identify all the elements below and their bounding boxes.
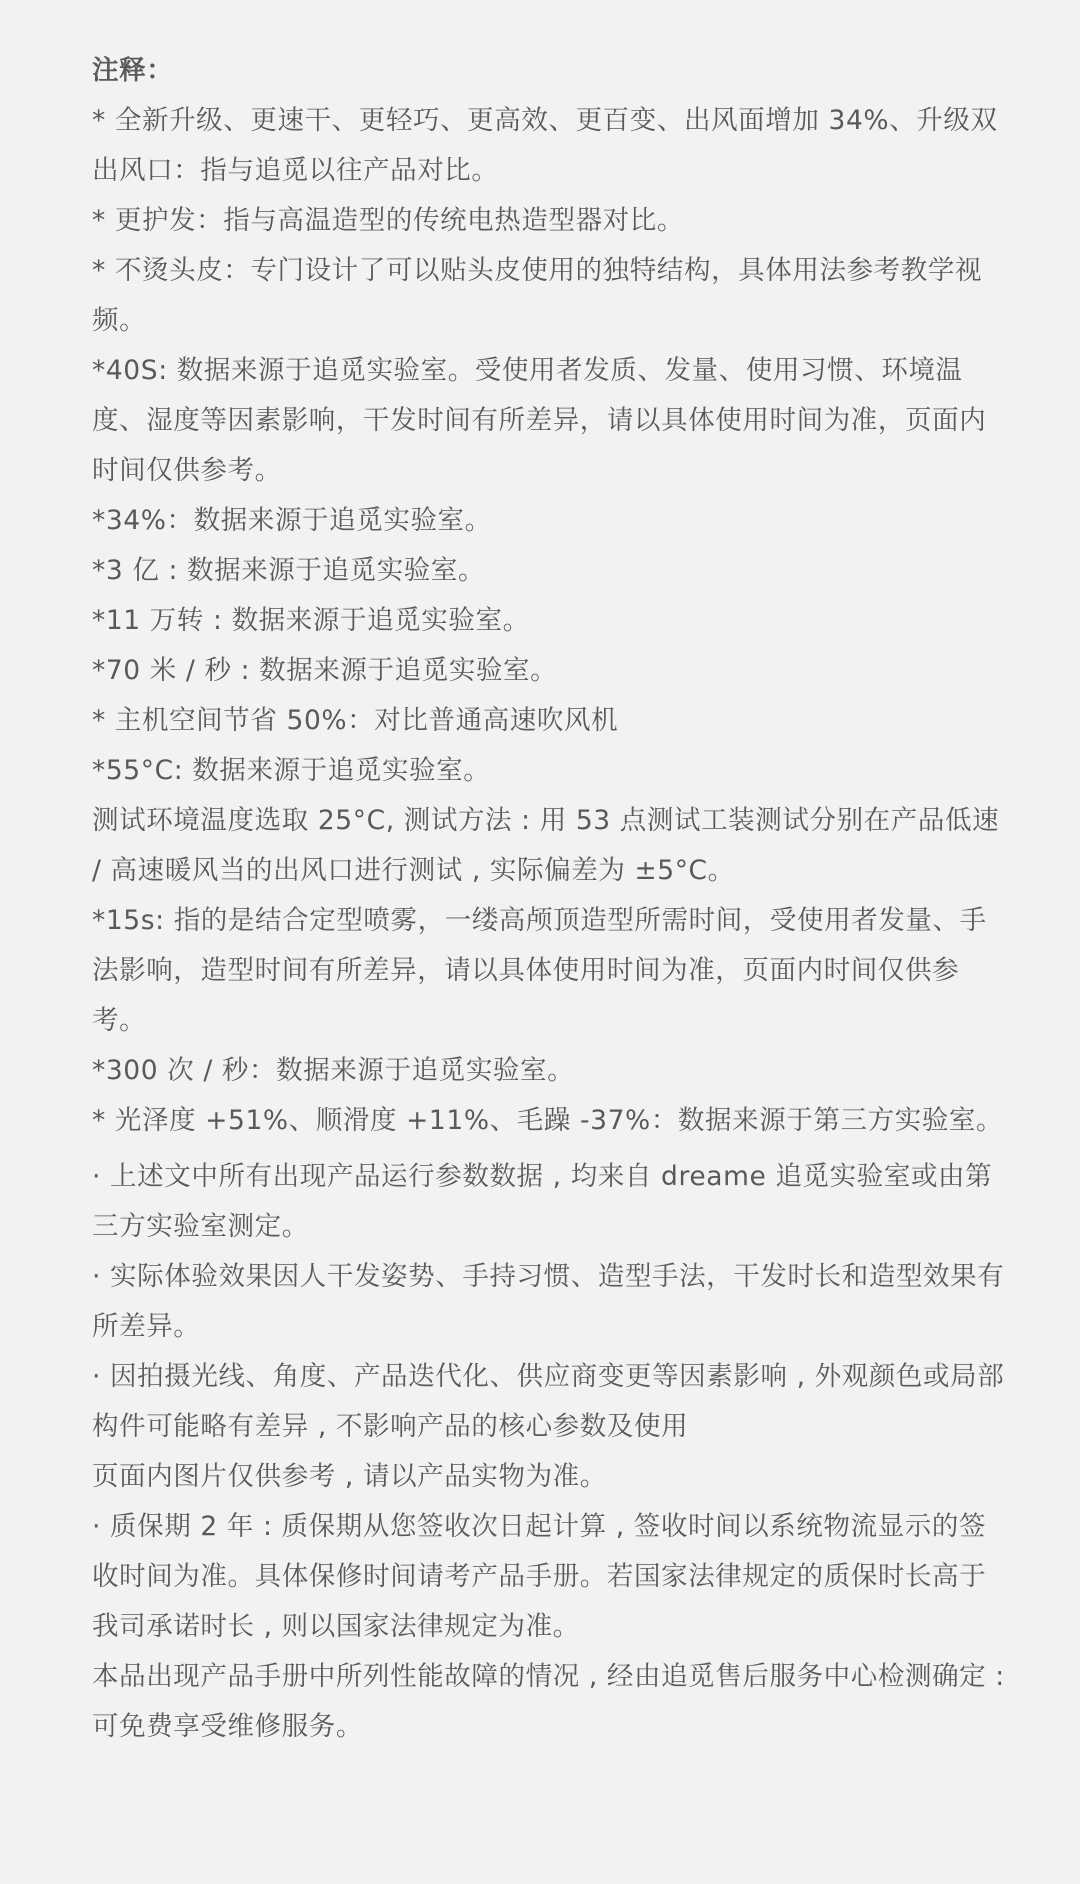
disclaimer-item: · 质保期 2 年 : 质保期从您签收次日起计算 , 签收时间以系统物流显示的签收时间为准。具体保修时间请考产品手册。若国家法律规定的质保时长高于我司承诺时长 , 则以国家法律规定为准。 xyxy=(92,1511,987,1642)
note-item: *40S: 数据来源于追觅实验室。受使用者发质、发量、使用习惯、环境温度、湿度等因素影响，干发时间有所差异，请以具体使用时间为准，页面内时间仅供参考。 xyxy=(92,355,987,486)
note-item: * 全新升级、更速干、更轻巧、更高效、更百变、出风面增加 34%、升级双出风口：指与追觅以往产品对比。 xyxy=(92,105,998,186)
note-item: * 不烫头皮：专门设计了可以贴头皮使用的独特结构，具体用法参考教学视频。 xyxy=(92,255,983,336)
disclaimer-item: 页面内图片仅供参考 , 请以产品实物为准。 xyxy=(92,1461,607,1492)
disclaimer-item: · 实际体验效果因人干发姿势、手持习惯、造型手法，干发时长和造型效果有所差异。 xyxy=(92,1261,1005,1342)
note-item: *300 次 / 秒：数据来源于追觅实验室。 xyxy=(92,1055,575,1086)
note-item: * 主机空间节省 50%：对比普通高速吹风机 xyxy=(92,705,619,736)
note-item: *11 万转 : 数据来源于追觅实验室。 xyxy=(92,605,530,636)
note-item: 测试环境温度选取 25°C, 测试方法 : 用 53 点测试工装测试分别在产品低速 / 高速暖风当的出风口进行测试 , 实际偏差为 ±5°C。 xyxy=(92,805,1000,886)
disclaimer-item: 本品出现产品手册中所列性能故障的情况 , 经由追觅售后服务中心检测确定 : 可免费享受维修服务。 xyxy=(92,1661,1005,1742)
disclaimer-item: · 因拍摄光线、角度、产品迭代化、供应商变更等因素影响 , 外观颜色或局部构件可能略有差异 , 不影响产品的核心参数及使用 xyxy=(92,1361,1005,1442)
note-item: *3 亿 : 数据来源于追觅实验室。 xyxy=(92,555,486,586)
note-item: *34%：数据来源于追觅实验室。 xyxy=(92,505,492,536)
notes-title: 注释： xyxy=(92,55,174,86)
note-item: *55°C: 数据来源于追觅实验室。 xyxy=(92,755,491,786)
note-item: *70 米 / 秒 : 数据来源于追觅实验室。 xyxy=(92,655,558,686)
note-item: * 光泽度 +51%、顺滑度 +11%、毛躁 -37%：数据来源于第三方实验室。 xyxy=(92,1105,1004,1136)
note-item: * 更护发：指与高温造型的传统电热造型器对比。 xyxy=(92,205,684,236)
disclaimer-item: · 上述文中所有出现产品运行参数数据 , 均来自 dreame 追觅实验室或由第三方实验室测定。 xyxy=(92,1161,993,1242)
note-item: *15s: 指的是结合定型喷雾，一缕高颅顶造型所需时间，受使用者发量、手法影响，造型时间有所差异，请以具体使用时间为准，页面内时间仅供参考。 xyxy=(92,905,987,1036)
